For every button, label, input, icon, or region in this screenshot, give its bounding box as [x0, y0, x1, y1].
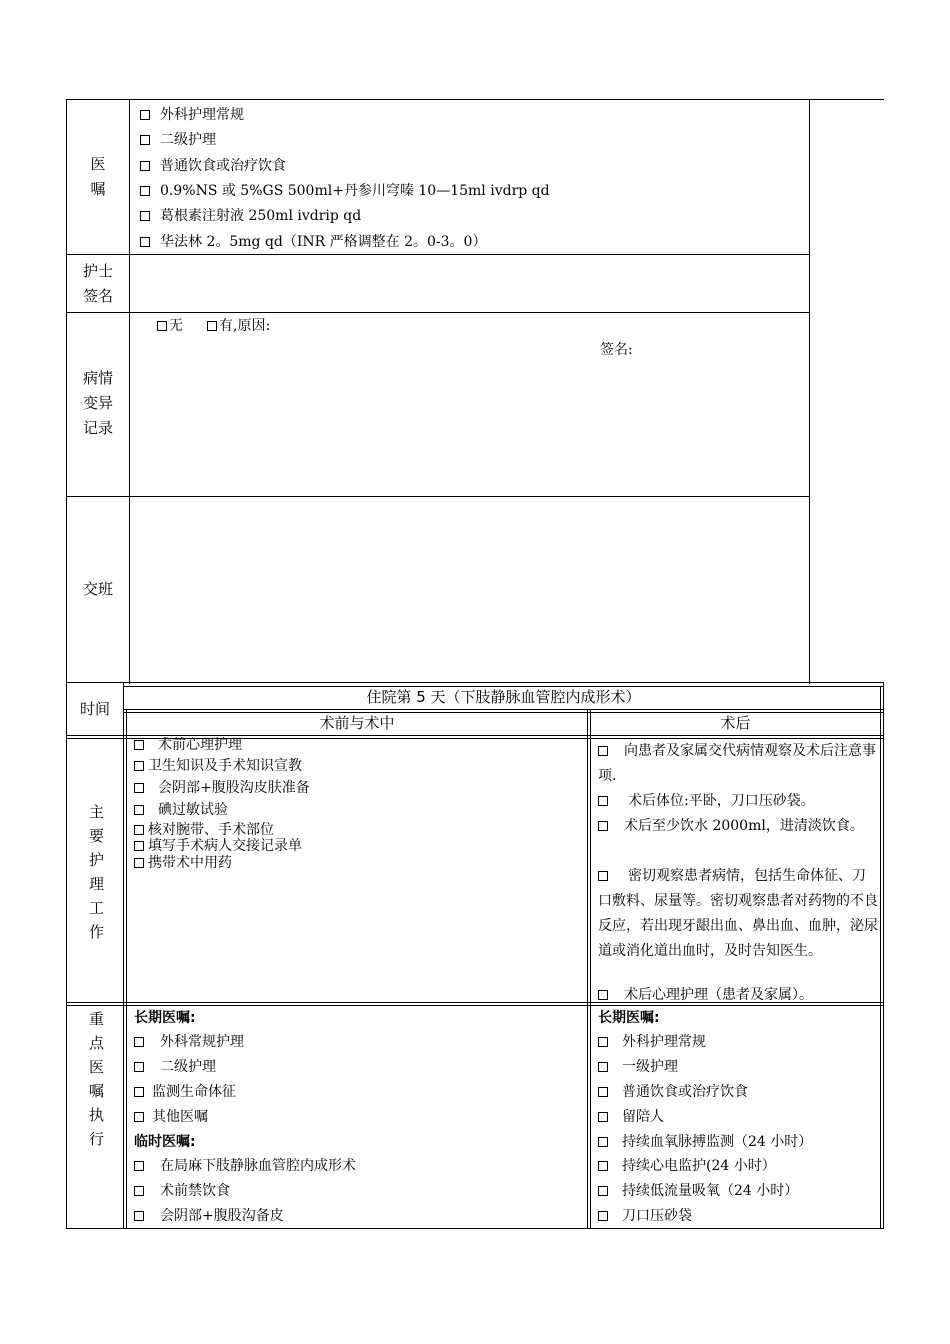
bottom-table-row-inner — [66, 1005, 884, 1006]
list-item: 在局麻下肢静脉血管腔内成形术 — [134, 1156, 356, 1176]
list-item: 其他医嘱 — [134, 1107, 208, 1127]
checkbox[interactable] — [140, 186, 150, 196]
list-item: 核对腕带、手术部位 — [134, 822, 274, 838]
list-item: 外科常规护理 — [134, 1032, 244, 1052]
bottom-table-top-border — [66, 682, 884, 683]
list-item: 普通饮食或治疗饮食 — [598, 1082, 748, 1102]
day-title: 住院第 5 天（下肢静脉血管腔内成形术） — [366, 688, 641, 706]
bottom-table-right-inner — [880, 686, 881, 1228]
orders-label: 医 嘱 — [90, 155, 106, 198]
variance-signature: 签名: — [600, 342, 633, 358]
long-term-label: 长期医嘱: — [134, 1010, 196, 1026]
list-item: 普通饮食或治疗饮食 — [140, 156, 286, 176]
column-header-post: 术后 — [720, 714, 751, 732]
checkbox[interactable] — [140, 161, 150, 171]
checkbox[interactable] — [598, 796, 608, 806]
list-item: 留陪人 — [598, 1107, 664, 1127]
variance-none-option[interactable]: 无 — [157, 316, 183, 336]
checkbox[interactable] — [134, 1186, 144, 1196]
time-label: 时间 — [79, 700, 110, 718]
checkbox[interactable] — [134, 1037, 144, 1047]
key-orders-label: 重点医嘱执行 — [87, 1011, 105, 1155]
bottom-table-column-divider — [587, 709, 588, 1229]
checkbox[interactable] — [134, 1161, 144, 1171]
variance-yes-option[interactable]: 有,原因: — [207, 316, 270, 336]
list-item: 0.9%NS 或 5%GS 500ml+丹参川穹嗪 10—15ml ivdrp qd — [140, 181, 550, 201]
checkbox[interactable] — [598, 1211, 608, 1221]
column-header-pre: 术前与术中 — [319, 714, 395, 732]
list-item: 外科护理常规 — [140, 105, 244, 125]
bottom-table-label-inner — [126, 709, 127, 1228]
checkbox[interactable] — [134, 1211, 144, 1221]
bottom-table-label-divider — [123, 682, 124, 1229]
bottom-table-right-border — [883, 682, 884, 1229]
variance-label: 病情 变异 记录 — [82, 369, 113, 437]
long-term-label: 长期医嘱: — [598, 1010, 660, 1026]
checkbox[interactable] — [598, 871, 608, 881]
list-item: 刀口压砂袋 — [598, 1206, 692, 1226]
checkbox[interactable] — [598, 1062, 608, 1072]
nurse-sign-field[interactable] — [131, 256, 807, 311]
checkbox[interactable] — [140, 237, 150, 247]
checkbox[interactable] — [140, 211, 150, 221]
top-table-label-divider — [129, 99, 130, 684]
checkbox[interactable] — [598, 990, 608, 1000]
checkbox[interactable] — [134, 1112, 144, 1122]
list-item: 二级护理 — [134, 1057, 216, 1077]
checkbox[interactable] — [140, 110, 150, 120]
checkbox[interactable] — [134, 858, 144, 868]
checkbox[interactable] — [134, 825, 144, 835]
list-item: 会阴部+腹股沟备皮 — [134, 1206, 284, 1226]
list-item: 术前心理护理 — [134, 737, 242, 753]
checkbox[interactable] — [134, 783, 144, 793]
checkbox[interactable] — [134, 805, 144, 815]
checkbox[interactable] — [598, 1037, 608, 1047]
checkbox[interactable] — [598, 1186, 608, 1196]
top-table-top-border — [66, 99, 884, 100]
bottom-table-bottom-border — [66, 1228, 884, 1229]
list-item: 外科护理常规 — [598, 1032, 706, 1052]
list-item: 葛根素注射液 250ml ivdrip qd — [140, 206, 361, 226]
top-table-right-border — [809, 99, 810, 684]
bottom-table-left-border — [66, 682, 67, 1229]
handover-field[interactable] — [131, 498, 807, 682]
list-item: 会阴部+腹股沟皮肤准备 — [134, 780, 310, 796]
nurse-sign-label: 护士 签名 — [82, 262, 113, 305]
checkbox[interactable] — [134, 1087, 144, 1097]
list-item: 术前禁饮食 — [134, 1181, 230, 1201]
handover-label: 交班 — [82, 580, 113, 598]
checkbox[interactable] — [598, 821, 608, 831]
checkbox[interactable] — [134, 761, 144, 771]
checkbox[interactable] — [598, 1137, 608, 1147]
list-item: 向患者及家属交代病情观察及术后注意事项. — [598, 743, 876, 784]
list-item: 持续心电监护(24 小时） — [598, 1156, 776, 1176]
list-item: 监测生命体征 — [134, 1082, 236, 1102]
checkbox[interactable] — [134, 740, 144, 750]
list-item: 一级护理 — [598, 1057, 678, 1077]
checkbox[interactable] — [598, 1112, 608, 1122]
top-table-row-divider — [66, 496, 810, 497]
list-item: 碘过敏试验 — [134, 802, 228, 818]
checkbox[interactable] — [134, 1062, 144, 1072]
list-item: 密切观察患者病情，包括生命体征、刀口敷料、尿量等。密切观察患者对药物的不良反应，若出现牙龈出血、鼻出血、血肿，泌尿道或消化道出血时，及时告知医生。 — [598, 868, 878, 959]
checkbox[interactable] — [140, 135, 150, 145]
list-item: 携带术中用药 — [134, 855, 232, 871]
list-item: 持续低流量吸氧（24 小时） — [598, 1181, 798, 1201]
bottom-table-column-inner — [590, 709, 591, 1228]
checkbox[interactable] — [598, 746, 608, 756]
list-item: 持续血氧脉搏监测（24 小时） — [598, 1132, 812, 1152]
list-item: 术后至少饮水 2000ml，进清淡饮食。 — [598, 814, 878, 839]
checkbox[interactable] — [598, 1161, 608, 1171]
list-item: 填写手术病人交接记录单 — [134, 838, 302, 854]
checkbox[interactable] — [157, 321, 167, 331]
list-item: 卫生知识及手术知识宣教 — [134, 758, 302, 774]
checkbox[interactable] — [134, 841, 144, 851]
list-item: 二级护理 — [140, 130, 216, 150]
top-table-row-divider — [66, 254, 810, 255]
list-item: 术后心理护理（患者及家属）。 — [598, 985, 878, 1005]
main-work-label: 主要护理工作 — [87, 804, 105, 948]
checkbox[interactable] — [207, 321, 217, 331]
top-table-row-divider — [66, 312, 810, 313]
checkbox[interactable] — [598, 1087, 608, 1097]
list-item: 华法林 2。5mg qd（INR 严格调整在 2。0-3。0） — [140, 232, 486, 252]
temp-orders-label: 临时医嘱: — [134, 1134, 196, 1150]
list-item: 术后体位:平卧，刀口压砂袋。 — [598, 789, 878, 813]
